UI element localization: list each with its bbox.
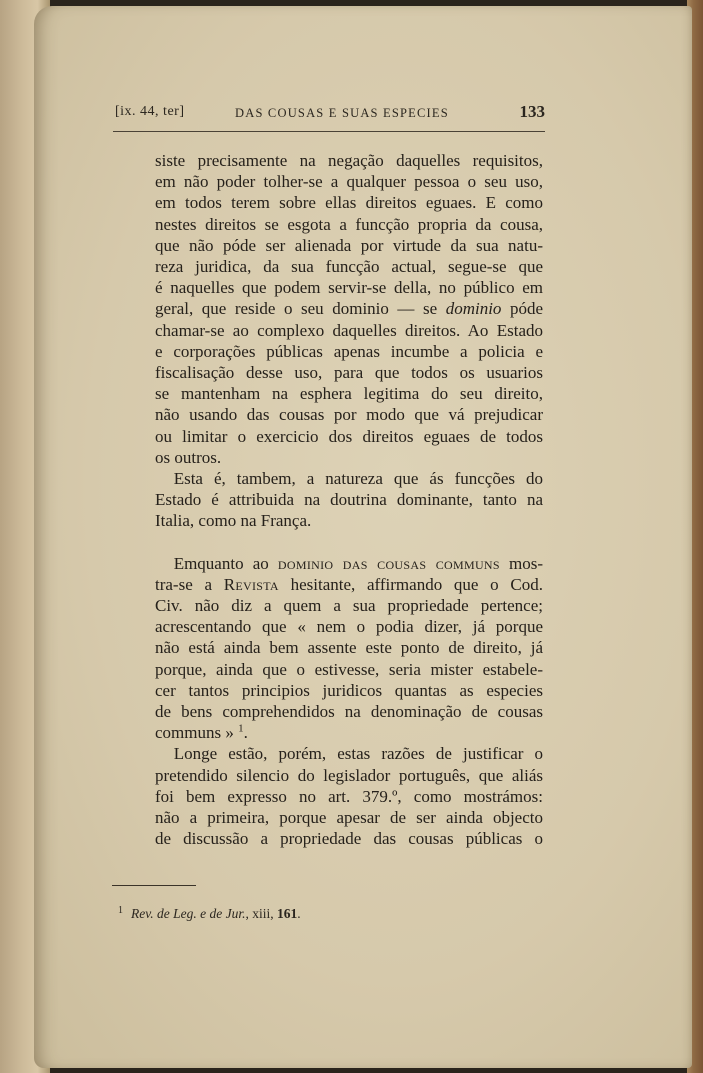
footnote-rule [112,885,196,886]
italic-word: dominio [445,299,502,319]
text-line: Longe estão, porém, estas razões de justificar o [173,744,543,764]
text-segment: Emquanto ao [173,553,269,573]
text-segment: geral, que reside o seu dominio — se [155,299,438,319]
page-number: 133 [519,102,545,121]
text-segment: hesitante, affirmando que o Cod. [290,574,543,594]
text-line: chamar-se ao complexo daquelles direitos. Ao Estado [155,320,543,340]
text-line: os outros. [155,447,222,467]
paragraph-gap [155,532,543,553]
text-line: foi bem expresso no art. 379.º, como mostrámos: [155,786,543,806]
text-line: que não póde ser alienada por virtude da sua natu- [155,235,543,255]
text-line: porque, ainda que o estivesse, seria mister estabele- [155,659,543,679]
text-segment: tra-se a [155,574,213,594]
text-line: cer tantos principios juridicos quantas as especies [155,680,543,700]
text-line: acrescentando que « nem o podia dizer, já porque [155,617,543,637]
text-line: nestes direitos se esgota a funcção propria da cousa, [155,214,543,234]
section-reference: [ix. 44, ter] [115,104,185,119]
footnote-source: Rev. de Leg. e de Jur. [131,906,246,921]
footnote [118,906,301,922]
body-text [155,150,543,850]
text-line: é naquelles que podem servir-se della, no público em [155,278,543,298]
text-line: Italia, como na França. [155,511,312,531]
text-line: reza juridica, da sua funcção actual, segue-se que [155,257,543,277]
text-line: em todos terem sobre ellas direitos eguaes. E como [155,193,543,213]
text-segment: communs » [155,723,234,743]
text-segment: . [243,723,248,743]
footnote-mark: 1 [118,904,123,916]
running-head [115,100,545,126]
text-line: Esta é, tambem, a natureza que ás funcções do [173,469,543,489]
footnote-page: 161 [276,906,298,921]
footnote-reference: 1 [238,722,244,735]
text-line: não está ainda bem assente este ponto de direito, já [155,638,543,658]
header-rule [113,131,545,132]
text-line: não usando das cousas por modo que vá prejudicar [155,405,543,425]
text-line: e corporações públicas apenas incumbe a policia e [155,341,543,361]
text-line: de bens comprehendidos na denominação de cousas [155,702,543,722]
chapter-title: DAS COUSAS E SUAS ESPECIES [235,106,449,120]
footnote-text: , xiii, [245,906,277,921]
text-line: siste precisamente na negação daquelles requisitos, [155,151,543,170]
footnote-text: . [297,906,301,921]
text-line: ou limitar o exercicio dos direitos eguaes de todos [155,426,543,446]
text-segment: mos- [509,553,544,573]
text-line: não a primeira, porque apesar de ser ainda objecto [155,808,543,828]
text-line: em não poder tolher-se a qualquer pessoa o seu uso, [155,172,543,192]
text-line: fiscalisação desse uso, para que todos os usuarios [155,363,543,383]
text-line: Civ. não diz a quem a sua propriedade pertence; [155,596,543,616]
text-segment: póde [509,299,544,319]
text-line: pretendido silencio do legislador português, que aliás [155,765,543,785]
text-line: Estado é attribuida na doutrina dominante, tanto na [155,490,543,510]
text-line [155,553,543,574]
text-line [155,574,543,595]
small-caps-term: Revista [223,574,279,594]
small-caps-term: dominio das cousas communs [277,553,500,573]
text-line [155,298,543,319]
text-line: se mantenham na esphera legitima do seu direito, [155,384,543,404]
text-line [155,722,543,743]
text-line: de discussão a propriedade das cousas públicas o [155,829,543,849]
